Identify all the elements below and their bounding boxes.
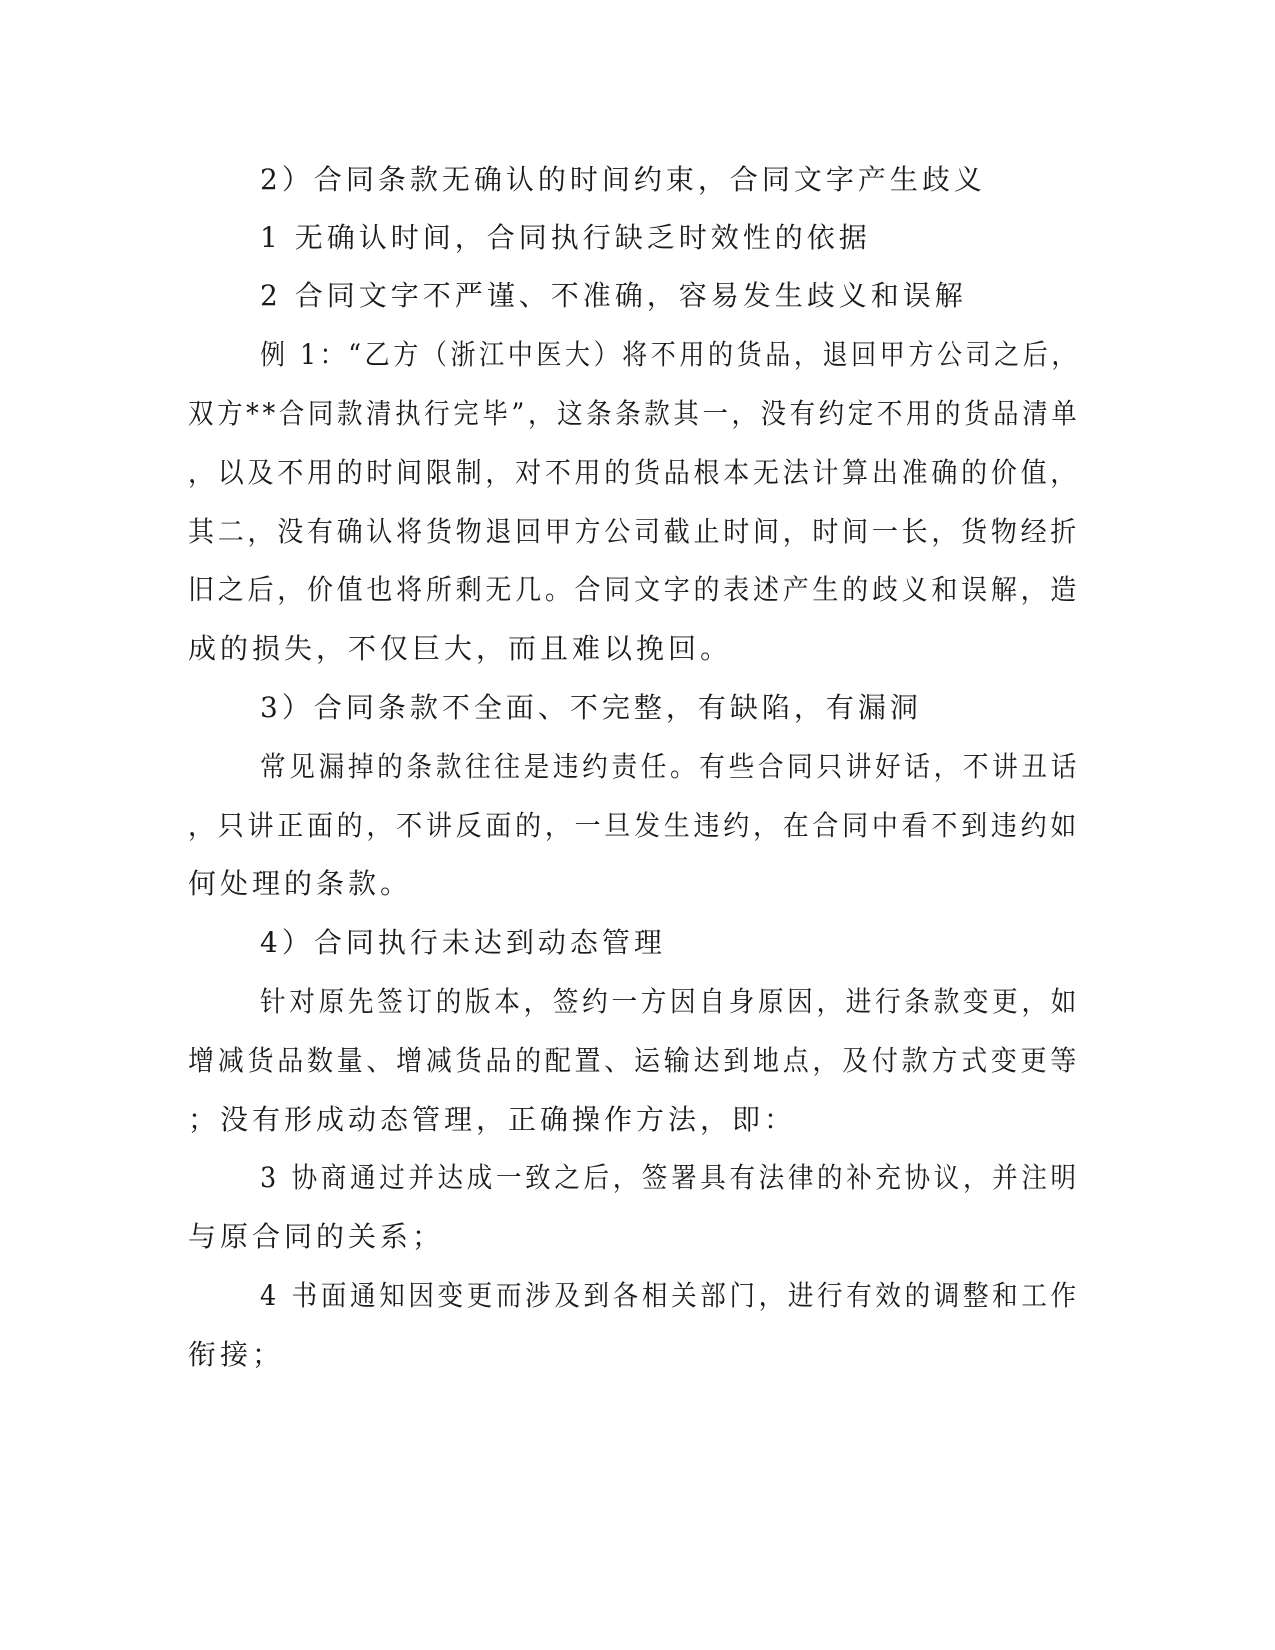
subheading-3: 3）合同条款不全面、不完整，有缺陷，有漏洞 — [260, 691, 922, 724]
paragraph-line: 成的损失，不仅巨大，而且难以挽回。 — [188, 632, 733, 665]
list-item-3: 3 协商通过并达成一致之后，签署具有法律的补充协议，并注明 — [260, 1161, 1080, 1194]
paragraph-line: ；没有形成动态管理，正确操作方法，即： — [188, 1103, 797, 1136]
paragraph-line: 其二，没有确认将货物退回甲方公司截止时间，时间一长，货物经折 — [188, 515, 1081, 548]
paragraph-line: 双方**合同款清执行完毕”，这条条款其一，没有约定不用的货品清单 — [188, 397, 1081, 430]
paragraph-line: ，只讲正面的，不讲反面的，一旦发生违约，在合同中看不到违约如 — [188, 809, 1081, 842]
paragraph-line: 例 1：“乙方（浙江中医大）将不用的货品，退回甲方公司之后， — [260, 338, 1081, 371]
list-item-4: 4 书面通知因变更而涉及到各相关部门，进行有效的调整和工作 — [260, 1279, 1080, 1312]
list-item-2: 2 合同文字不严谨、不准确，容易发生歧义和误解 — [260, 279, 967, 312]
subheading-4: 4）合同执行未达到动态管理 — [260, 926, 666, 959]
paragraph-line: 针对原先签订的版本，签约一方因自身原因，进行条款变更，如 — [260, 985, 1081, 1018]
paragraph-line: 何处理的条款。 — [188, 867, 413, 900]
paragraph-line: ，以及不用的时间限制，对不用的货品根本无法计算出准确的价值， — [188, 456, 1081, 489]
paragraph-line: 衔接； — [188, 1338, 285, 1371]
subheading-2: 2）合同条款无确认的时间约束，合同文字产生歧义 — [260, 163, 986, 196]
paragraph-line: 与原合同的关系； — [188, 1220, 445, 1253]
paragraph-line: 常见漏掉的条款往往是违约责任。有些合同只讲好话，不讲丑话 — [260, 750, 1081, 783]
paragraph-line: 增减货品数量、增减货品的配置、运输达到地点，及付款方式变更等 — [188, 1044, 1081, 1077]
paragraph-line: 旧之后，价值也将所剩无几。合同文字的表述产生的歧义和误解，造 — [188, 573, 1081, 606]
list-item-1: 1 无确认时间，合同执行缺乏时效性的依据 — [260, 221, 871, 254]
